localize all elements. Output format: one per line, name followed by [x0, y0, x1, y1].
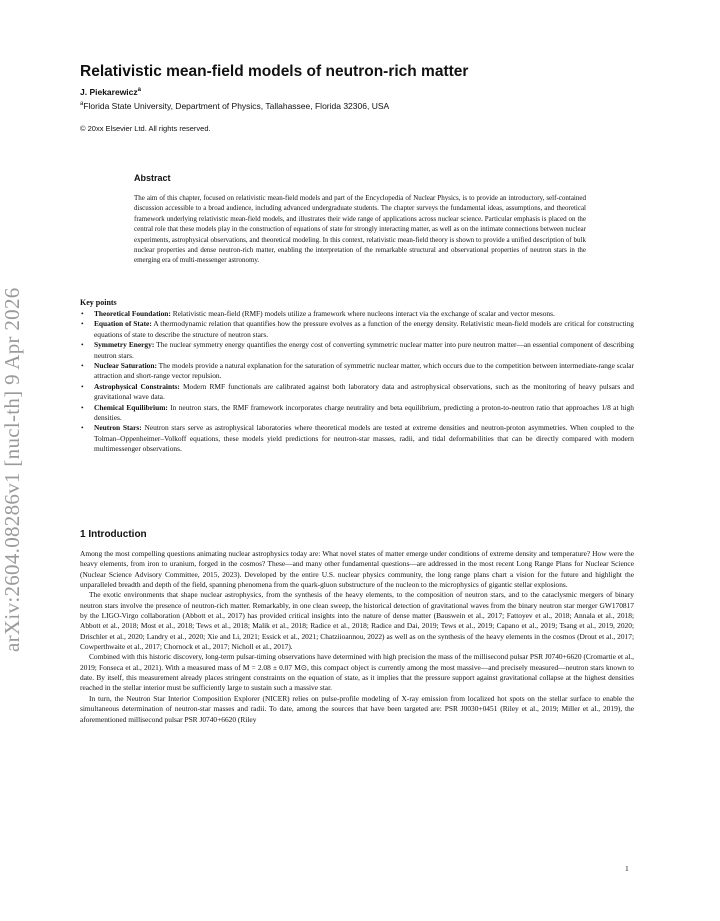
- key-point-term: Symmetry Energy:: [94, 340, 155, 350]
- bullet-icon: •: [81, 402, 84, 412]
- affiliation-mark: a: [80, 101, 84, 108]
- key-point-item: [80, 319, 634, 340]
- page-number: 1: [625, 864, 629, 873]
- key-point-text: Modern RMF functionals are calibrated against both laboratory data and astrophysical observations, such as the monitoring of heavy pulsars and gravitational wave data.: [94, 381, 634, 402]
- arxiv-identifier-stamp: arXiv:2604.08286v1 [nucl-th] 9 Apr 2026: [0, 287, 24, 653]
- bullet-icon: •: [81, 319, 84, 329]
- bullet-icon: •: [81, 381, 84, 391]
- affiliation-text: Florida State University, Department of Physics, Tallahassee, Florida 32306, USA: [83, 101, 390, 111]
- affiliation-line: [80, 101, 389, 111]
- key-point-text: In neutron stars, the RMF framework incorporates charge neutrality and beta equilibrium, predicting a proton-to-neutron ratio that approaches 1/8 at high densities.: [94, 402, 635, 423]
- bullet-icon: •: [81, 361, 84, 371]
- bullet-icon: •: [81, 423, 84, 433]
- body-paragraph: The exotic environments that shape nuclear astrophysics, from the synthesis of the heavy elements, to the composition of neutron stars, and to the cataclysmic mergers of binary neutron stars involve the presence of neutron-rich matter. Remarkably, in one clean sweep, the historical detection of gravitational waves from the binary neutron star merger GW170817 by the LIGO-Virgo collaboration (Abbott et al., 2017) has provided critical insights into the nature of dense matter (Bauswein et al., 2017; Fattoyev et al., 2018; Annala et al., 2018; Abbott et al., 2018; Most et al., 2018; Tews et al., 2018; Malik et al., 2018; Radice et al., 2018; Radice and Dai, 2019; Tews et al., 2019; Capano et al., 2019; Tsang et al., 2019, 2020; Drischler et al., 2020; Landry et al., 2020; Xie and Li, 2021; Essick et al., 2021; Chatziioannou, 2022) as well as on the synthesis of the heavy elements in the cosmos (Drout et al., 2017; Cowperthwaite et al., 2017; Chornock et al., 2017; Nicholl et al., 2017).: [80, 590, 634, 652]
- key-point-text: A thermodynamic relation that quantifies how the pressure evolves as a function of the energy density. Relativistic mean-field models are critical for constructing equations of state to describe the structure of neutron stars.: [94, 319, 634, 339]
- key-point-term: Chemical Equilibrium:: [94, 402, 168, 412]
- key-point-item: [80, 340, 634, 361]
- key-point-item: [80, 423, 634, 454]
- key-point-text: Relativistic mean-field (RMF) models utilize a framework where nucleons interact via the exchange of scalar and vector mesons.: [172, 309, 555, 318]
- introduction-body: [80, 549, 634, 725]
- paper-title: Relativistic mean-field models of neutron-rich matter: [80, 63, 469, 80]
- author-affiliation-mark: a: [137, 87, 141, 94]
- abstract-heading: Abstract: [134, 173, 171, 183]
- author-name: J. Piekarewicz: [80, 87, 138, 97]
- abstract-text: The aim of this chapter, focused on relativistic mean-field models and part of the Encyclopedia of Nuclear Physics, is to provide an introductory, self-contained discussion accessible to a broad audience, including advanced undergraduate students. The chapter surveys the fundamental ideas, assumptions, and theoretical framework underlying relativistic mean-field models, and illustrates their wide range of applications across nuclear science. Particular emphasis is placed on the central role that these models play in the construction of equations of state for strongly interacting matter, as well as on the intimate connections between nuclear experiments, astrophysical observations, and theoretical modeling. In this context, relativistic mean-field theory is shown to provide a unified description of bulk nuclear properties and dense neutron-rich matter, enabling the interpretation of the remarkable structural and observational properties of neutron stars in the emerging era of multi-messenger astronomy.: [134, 194, 586, 265]
- bullet-icon: •: [81, 340, 84, 350]
- copyright-notice: © 20xx Elsevier Ltd. All rights reserved.: [80, 124, 211, 133]
- key-point-term: Equation of State:: [94, 319, 152, 329]
- body-paragraph: In turn, the Neutron Star Interior Composition Explorer (NICER) relies on pulse-profile modeling of X-ray emission from localized hot spots on the stellar surface to enable the simultaneous determination of neutron-star masses and radii. To date, among the sources that have been targeted are: PSR J0030+0451 (Riley et al., 2019; Miller et al., 2019), the aforementioned millisecond pulsar PSR J0740+6620 (Riley: [80, 693, 634, 724]
- key-point-item: [80, 403, 634, 424]
- key-point-term: Nuclear Saturation:: [94, 361, 157, 371]
- key-point-term: Neutron Stars:: [94, 423, 142, 433]
- key-point-text: The nuclear symmetry energy quantifies the energy cost of converting symmetric nuclear matter into pure neutron matter—an essential component of describing neutron stars.: [94, 340, 634, 360]
- key-point-item: [80, 382, 634, 403]
- section-heading-introduction: 1 Introduction: [80, 529, 147, 540]
- bullet-icon: •: [81, 309, 84, 318]
- key-point-text: Neutron stars serve as astrophysical laboratories where theoretical models are tested at extreme densities and neutron-proton asymmetries. When coupled to the Tolman–Oppenheimer–Volkoff equations, these models yield predictions for neutron-star masses, radii, and tidal deformabilities that can be directly compared with modern multimessenger observations.: [94, 423, 635, 454]
- key-points-heading: Key points: [80, 298, 117, 307]
- key-point-text: The models provide a natural explanation for the saturation of symmetric nuclear matter, which occurs due to the competition between intermediate-range scalar attraction and short-range vector repulsion.: [94, 361, 634, 381]
- key-point-term: Astrophysical Constraints:: [94, 381, 180, 391]
- author-line: [80, 87, 141, 97]
- body-paragraph: Among the most compelling questions animating nuclear astrophysics today are: What novel states of matter emerge under conditions of extreme density and temperature? How were the heavy elements, from iron to uranium, forged in the cosmos? These—and many other fundamental questions—are addressed in the most recent Long Range Plans for Nuclear Science (Nuclear Science Advisory Committee, 2015, 2023). Developed by the entire U.S. nuclear physics community, the long range plans chart a vision for the future and highlight the unparalleled breadth and depth of the field, spanning phenomena from the quark-gluon substructure of the nucleon to the microphysics of gigantic stellar explosions.: [80, 549, 634, 590]
- key-point-item: [80, 309, 634, 319]
- key-points-list: [80, 309, 634, 455]
- key-point-term: Theoretical Foundation:: [94, 309, 171, 318]
- key-point-item: [80, 361, 634, 382]
- body-paragraph: Combined with this historic discovery, long-term pulsar-timing observations have determined with high precision the mass of the millisecond pulsar PSR J0740+6620 (Cromartie et al., 2019; Fonseca et al., 2021). With a measured mass of M = 2.08 ± 0.07 M⊙, this compact object is currently among the most massive—and precisely measured—neutron stars known to date. By itself, this measurement already places stringent constraints on the equation of state, as it implies that the pressure support against gravitational collapse at the highest densities reached in the stellar interior must be sufficiently large to sustain such a massive star.: [80, 652, 634, 693]
